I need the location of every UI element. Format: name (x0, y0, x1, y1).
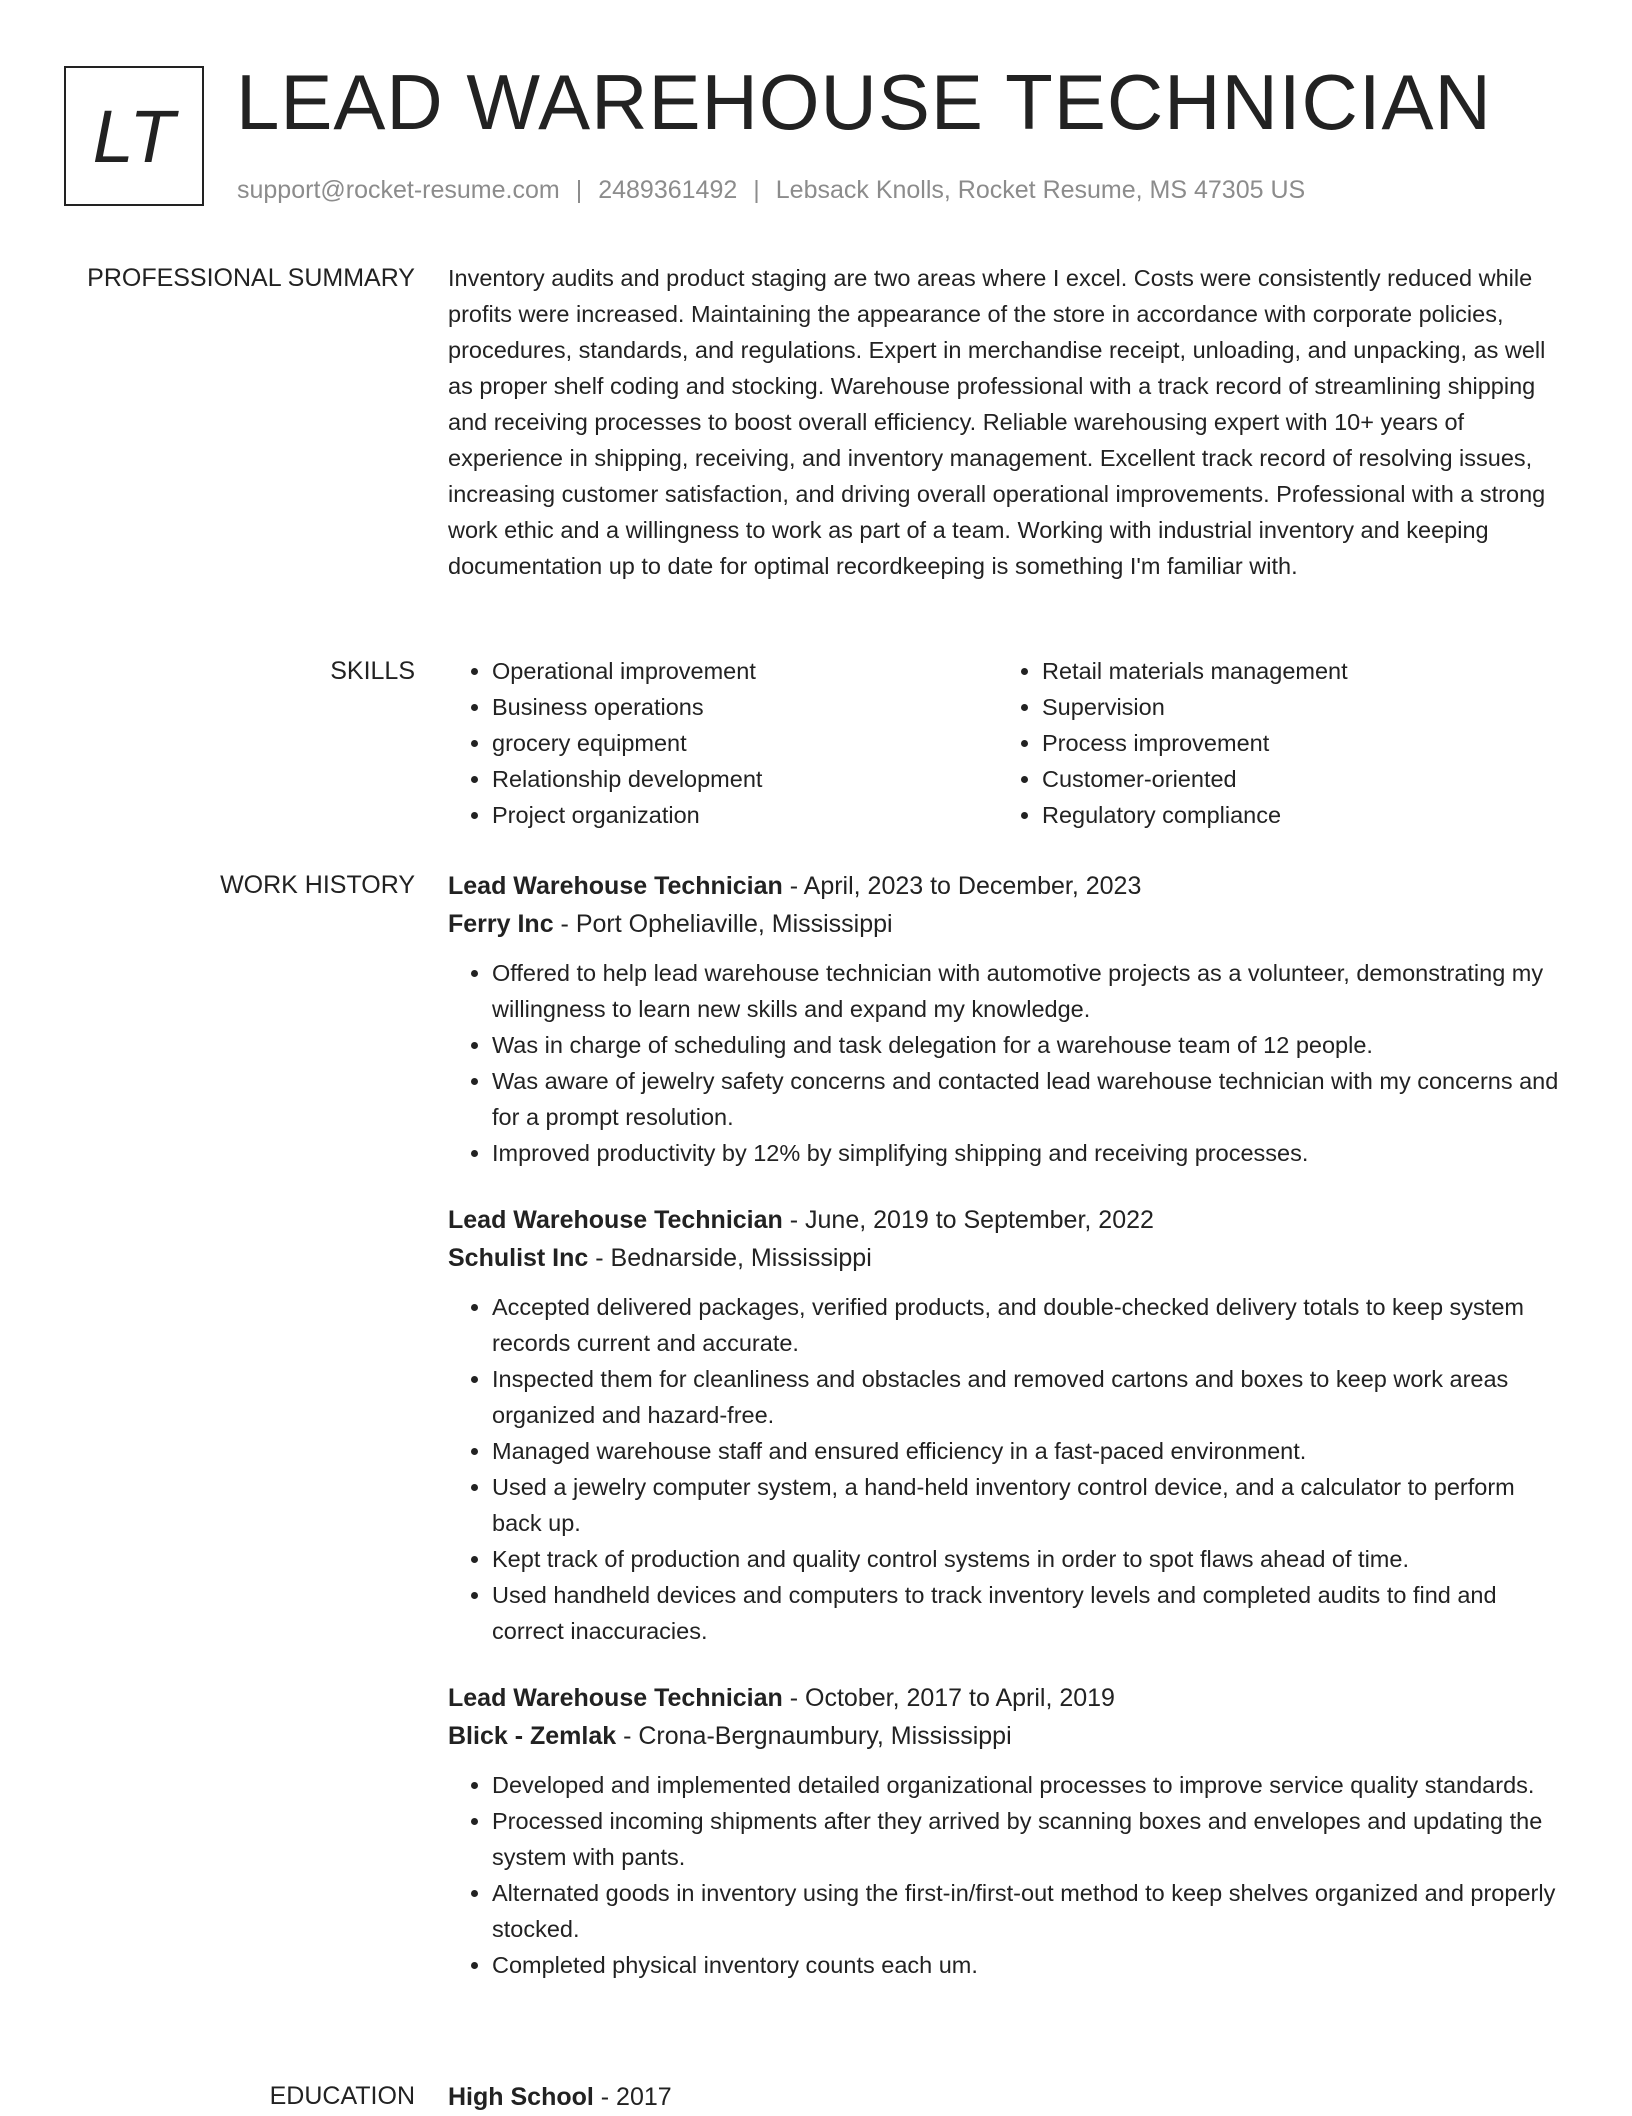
contact-separator: | (753, 176, 760, 204)
job-location: - Bednarside, Mississippi (588, 1244, 872, 1272)
job-title-line (448, 867, 1566, 905)
job-bullet: • Developed and implemented detailed organizational processes to improve service quality standards. (492, 1767, 1566, 1803)
skill-item: • Business operations (492, 689, 998, 725)
job-title-line (448, 1201, 1566, 1239)
job-dates: - April, 2023 to December, 2023 (782, 872, 1142, 900)
phone-text: 2489361492 (598, 176, 738, 204)
job-bullets (448, 1289, 1566, 1649)
job-bullets (448, 1767, 1566, 1983)
skills-list-right (998, 653, 1548, 833)
education-line (448, 2078, 1566, 2116)
job-company-line (448, 1717, 1566, 1755)
education-year: - 2017 (593, 2083, 672, 2111)
job-dates: - October, 2017 to April, 2019 (782, 1684, 1115, 1712)
job-bullet: • Inspected them for cleanliness and obstacles and removed cartons and boxes to keep work areas organized and hazard-free. (492, 1361, 1566, 1433)
work-history-body (448, 867, 1566, 2013)
education-heading: EDUCATION (269, 2082, 415, 2110)
skill-item: • Regulatory compliance (1042, 797, 1548, 833)
summary-text: Inventory audits and product staging are two areas where I excel. Costs were consistently reduced while profits were increased. Maintaining the appearance of the store in accordance with corporate policies, procedures, standards, and regulations. Expert in merchandise receipt, unloading, and unpacking, as well as proper shelf coding and stocking. Warehouse professional with a track record of streamlining shipping and receiving processes to boost overall efficiency. Reliable warehousing expert with 10+ years of experience in shipping, receiving, and inventory management. Excellent track record of resolving issues, increasing customer satisfaction, and driving overall operational improvements. Professional with a strong work ethic and a willingness to work as part of a team. Working with industrial inventory and keeping documentation up to date for optimal recordkeeping is something I'm familiar with. (448, 265, 1546, 579)
job-bullet: • Processed incoming shipments after they arrived by scanning boxes and envelopes and updating the system with pants. (492, 1803, 1566, 1875)
skill-item: • grocery equipment (492, 725, 998, 761)
job-entry (448, 1679, 1566, 1983)
skill-item: • Relationship development (492, 761, 998, 797)
skills-list-left (448, 653, 998, 833)
skill-item: • Project organization (492, 797, 998, 833)
job-bullet: • Improved productivity by 12% by simplifying shipping and receiving processes. (492, 1135, 1566, 1171)
email-text: support@rocket-resume.com (237, 176, 560, 204)
job-title: Lead Warehouse Technician (448, 1206, 783, 1234)
job-bullet: • Alternated goods in inventory using the first-in/first-out method to keep shelves organized and properly stocked. (492, 1875, 1566, 1947)
job-company: Blick - Zemlak (448, 1722, 617, 1750)
summary-body (448, 260, 1566, 584)
job-company-line (448, 1239, 1566, 1277)
address-text: Lebsack Knolls, Rocket Resume, MS 47305 US (775, 176, 1306, 204)
skill-item: • Supervision (1042, 689, 1548, 725)
contact-line (237, 174, 1305, 206)
skill-item: • Operational improvement (492, 653, 998, 689)
education-body (448, 2078, 1566, 2116)
job-location: - Crona-Bergnaumbury, Mississippi (616, 1722, 1012, 1750)
job-bullet: • Accepted delivered packages, verified products, and double-checked delivery totals to keep system records current and accurate. (492, 1289, 1566, 1361)
job-bullet: • Completed physical inventory counts each um. (492, 1947, 1566, 1983)
job-bullet: • Was in charge of scheduling and task delegation for a warehouse team of 12 people. (492, 1027, 1566, 1063)
skills-heading: SKILLS (330, 657, 415, 685)
job-bullet: • Managed warehouse staff and ensured efficiency in a fast-paced environment. (492, 1433, 1566, 1469)
monogram: LT (64, 66, 204, 206)
job-bullet: • Kept track of production and quality control systems in order to spot flaws ahead of time. (492, 1541, 1566, 1577)
job-entry (448, 867, 1566, 1171)
job-bullet: • Used a jewelry computer system, a hand-held inventory control device, and a calculator to perform back up. (492, 1469, 1566, 1541)
contact-separator: | (575, 176, 583, 204)
job-company-line (448, 905, 1566, 943)
summary-heading: PROFESSIONAL SUMMARY (87, 264, 415, 292)
job-bullet: • Was aware of jewelry safety concerns and contacted lead warehouse technician with my concerns and for a prompt resolution. (492, 1063, 1566, 1135)
job-dates: - June, 2019 to September, 2022 (782, 1206, 1154, 1234)
job-bullet: • Used handheld devices and computers to track inventory levels and completed audits to find and correct inaccuracies. (492, 1577, 1566, 1649)
job-entry (448, 1201, 1566, 1649)
job-location: - Port Opheliaville, Mississippi (553, 910, 893, 938)
education-degree: High School (448, 2083, 594, 2111)
job-company: Ferry Inc (448, 910, 554, 938)
page-title: LEAD WAREHOUSE TECHNICIAN (236, 58, 1492, 146)
skill-item: • Customer-oriented (1042, 761, 1548, 797)
job-title: Lead Warehouse Technician (448, 1684, 783, 1712)
skills-body (448, 653, 1566, 833)
skill-item: • Retail materials management (1042, 653, 1548, 689)
work-history-heading: WORK HISTORY (220, 871, 415, 899)
job-company: Schulist Inc (448, 1244, 589, 1272)
job-bullet: • Offered to help lead warehouse technician with automotive projects as a volunteer, demonstrating my willingness to learn new skills and expand my knowledge. (492, 955, 1566, 1027)
job-title-line (448, 1679, 1566, 1717)
job-bullets (448, 955, 1566, 1171)
job-title: Lead Warehouse Technician (448, 872, 783, 900)
skill-item: • Process improvement (1042, 725, 1548, 761)
